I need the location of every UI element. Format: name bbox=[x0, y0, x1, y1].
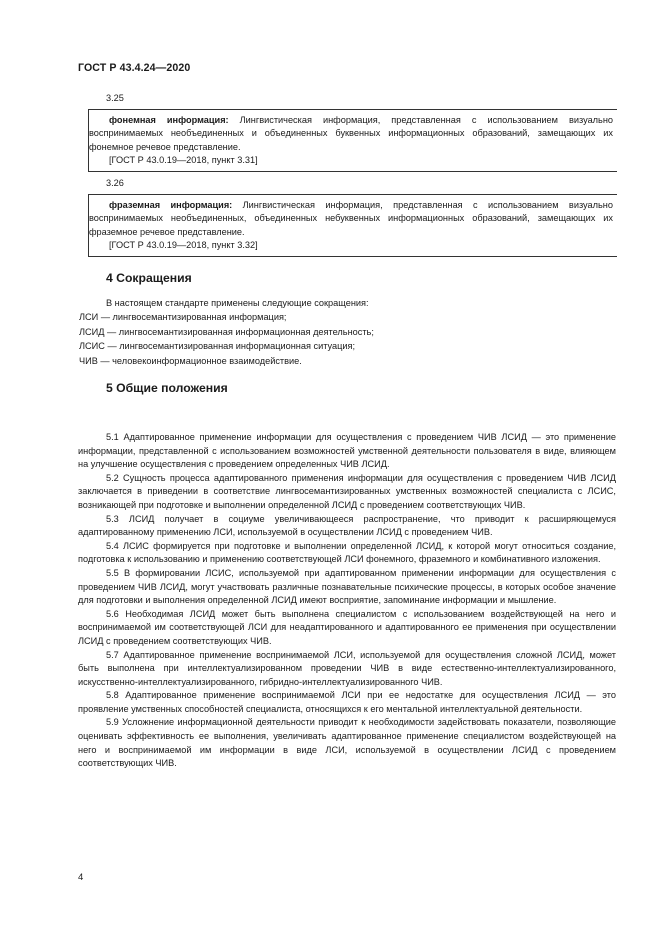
term-name: фонемная информация: bbox=[109, 115, 229, 125]
definition-text: Лингвистическая информация, представленная с использованием визуально воспринимаемых необъединенных, объединенных небуквенных информационных образований, замещающих их фраземное речевое представление. bbox=[89, 200, 613, 237]
term-reference: [ГОСТ Р 43.0.19—2018, пункт 3.31] bbox=[109, 155, 258, 166]
paragraph: 5.9 Усложнение информационной деятельности приводит к необходимости задействовать показатели, позволяющие оценивать эффективность ее выполнения, увеличивать адаптированное применение специалистом воздействующей на него и воспринимаемой им информации в виде ЛСИ, используемой в осуществлении ЛСИД с проведением соответствующих ЧИВ. bbox=[78, 717, 616, 769]
term-definition bbox=[89, 114, 613, 154]
abbreviation-item: ЛСИ — лингвосемантизированная информация; bbox=[79, 312, 287, 323]
paragraph: 5.1 Адаптированное применение информации для осуществления с проведением ЧИВ ЛСИД — это применение информации, представленной с использованием возможностей умственной деятельности пользователя в виде, влияющем на улучшение осуществления с проведением определенных ЧИВ ЛСИД. bbox=[78, 432, 616, 470]
term-reference: [ГОСТ Р 43.0.19—2018, пункт 3.32] bbox=[109, 240, 258, 251]
term-name: фраземная информация: bbox=[109, 200, 233, 210]
paragraph: 5.7 Адаптированное применение воспринимаемой ЛСИ, используемой для осуществления сложной ЛСИД, может быть выполнена при интеллектуализированном проведении ЧИВ в виде естественно-интеллектуализированного, искусственно-интеллектуализированного, гибридно-интеллектуализированного ЧИВ. bbox=[78, 649, 616, 687]
paragraph: 5.6 Необходимая ЛСИД может быть выполнена специалистом с использованием воздействующей на него и воспринимаемой им соответствующей ЛСИ для неадаптированного и адаптированного ее применения при осуществлении ЛСИД с проведением соответствующих ЧИВ. bbox=[78, 608, 616, 646]
term-definition-box bbox=[88, 194, 617, 257]
abbreviation-item: ЛСИС — лингвосемантизированная информационная ситуация; bbox=[79, 341, 356, 352]
term-definition-box bbox=[88, 109, 617, 172]
paragraph: 5.4 ЛСИС формируется при подготовке и выполнении определенной ЛСИД, к которой могут относиться создание, подготовка к использованию и применению соответствующей ЛСИ фонемного, фраземного и комбинативного изложения. bbox=[78, 540, 616, 565]
paragraph: 5.8 Адаптированное применение воспринимаемой ЛСИ при ее недостатке для осуществления ЛСИД — это проявление умственных способностей специалиста, относящихся к его ментальной интеллектуальной деятельности. bbox=[78, 690, 616, 714]
abbreviations-list bbox=[79, 296, 626, 368]
page-number: 4 bbox=[78, 872, 84, 883]
abbreviation-item: ЧИВ — человекоинформационное взаимодействие. bbox=[79, 355, 302, 366]
document-header: ГОСТ Р 43.4.24—2020 bbox=[78, 62, 191, 74]
section-heading: 5 Общие положения bbox=[106, 381, 228, 395]
paragraph: 5.3 ЛСИД получает в социуме увеличивающееся распространение, что приводит к расширяющемуся адаптированному применению ЛСИ, используемой в осуществлении ЛСИД с проведением ЧИВ. bbox=[78, 513, 616, 538]
definition-text: Лингвистическая информация, представленная с использованием визуально воспринимаемых необъединенных и объединенных буквенных информационных образований, замещающих их фонемное речевое представление. bbox=[89, 115, 614, 152]
paragraph: 5.2 Сущность процесса адаптированного применения информации для осуществления с проведением ЧИВ ЛСИД заключается в приведении в соответствие лингвосемантизированных умственных возможностей специалиста с ЛСИС, возникающей при подготовке и выполнении определенной ЛСИД с проведением соответствующих ЧИВ. bbox=[78, 472, 616, 510]
abbreviations-intro: В настоящем стандарте применены следующие сокращения: bbox=[106, 298, 369, 308]
section-body bbox=[78, 431, 616, 771]
term-definition bbox=[89, 199, 613, 239]
term-number: 3.26 bbox=[106, 178, 124, 188]
term-number: 3.25 bbox=[106, 93, 124, 103]
section-heading: 4 Сокращения bbox=[106, 271, 192, 285]
abbreviation-item: ЛСИД — лингвосемантизированная информационная деятельность; bbox=[79, 326, 374, 337]
paragraph: 5.5 В формировании ЛСИС, используемой при адаптированном применении информации для осуществления с проведением ЧИВ ЛСИД, могут участвовать различные познавательные психические процессы, в которых особое значение для подготовки и выполнения определенной ЛСИД имеют восприятие, запоминание информации и мышление. bbox=[78, 567, 616, 606]
